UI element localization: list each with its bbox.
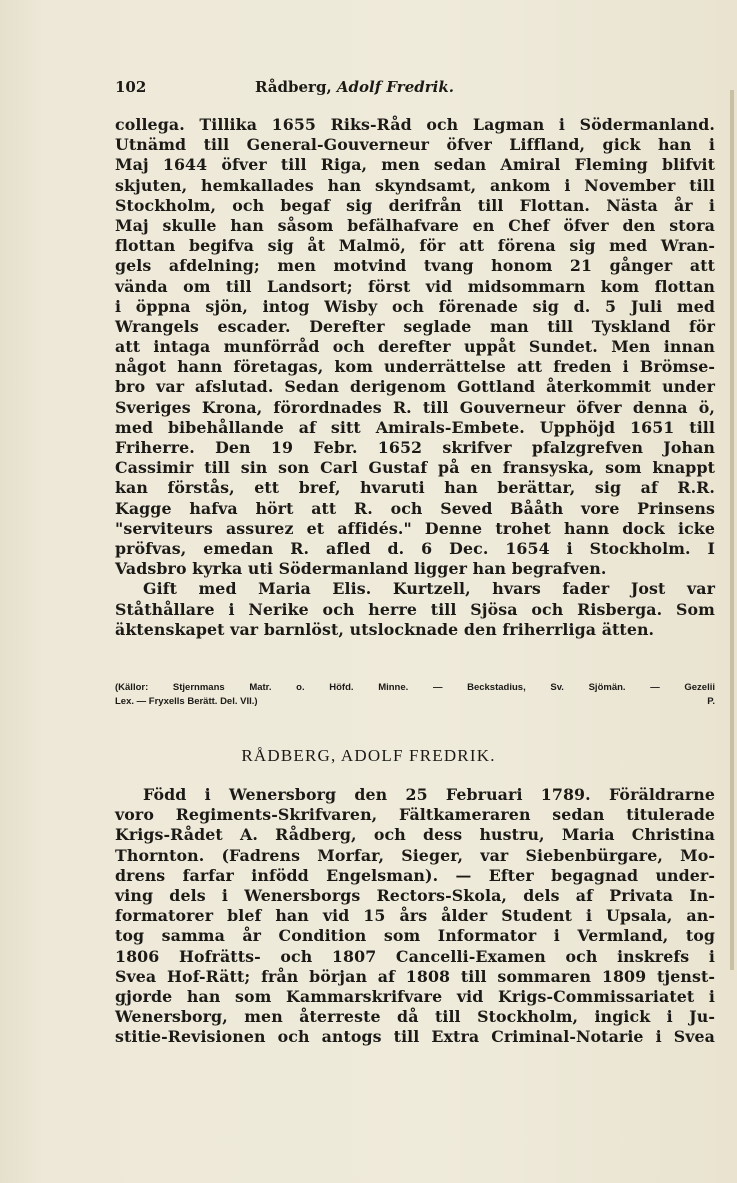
text-line: "serviteurs assurez et affidés." Denne trohet hann dock icke [115,518,715,538]
text-line: Friherre. Den 19 Febr. 1652 skrifver pfalzgrefven Johan [115,438,715,457]
text-line: Stockholm, och begaf sig derifrån till Flottan. Nästa år i [115,195,715,215]
text-line: något hann företagas, kom underrättelse att freden i Brömse- [115,357,715,377]
text-line: voro Regiments-Skrifvaren, Fältkameraren sedan titulerade [115,805,715,825]
text-line: Maj skulle han såsom befälhafvare en Chef öfver den stora [115,215,715,235]
sources-line-end: Lex. — Fryxells Berätt. Del. VII.) [115,696,258,707]
sources-line: (Källor: Stjernmans Matr. o. Höfd. Minne. — Beckstadius, Sv. Sjömän. — Gezelii [115,682,715,693]
body-text-2 [115,785,715,1047]
page-number: 102 [115,78,147,96]
running-head [255,78,454,96]
text-line: Wrangels escader. Derefter seglade man till Tyskland för [115,316,715,336]
text-line: Utnämd till General-Gouverneur öfver Liffland, gick han i [115,135,715,155]
page-edge-shadow [730,90,734,970]
text-line: stitie-Revisionen och antogs till Extra Criminal-Notarie i Svea [115,1027,715,1047]
page-header [115,78,715,102]
running-head-name: Rådberg, [255,78,332,96]
text-line: äktenskapet var barnlöst, utslocknade den friherrliga ätten. [115,619,655,639]
text-line: gjorde han som Kammarskrifvare vid Krigs-Commissariatet i [115,986,715,1006]
text-line: tog samma år Condition som Informator i Vermland, tog [115,926,715,946]
text-line: i öppna sjön, intog Wisby och förenade sig d. 5 Juli med [115,296,715,316]
text-line: med bibehållande af sitt Amirals-Embete. Upphöjd 1651 till [115,417,715,437]
text-line: 1806 Hofrätts- och 1807 Cancelli-Examen och inskrefs i [115,946,715,966]
sources-line [115,695,715,709]
text-line: skjuten, hemkallades han skyndsamt, ankom i November till [115,175,715,195]
text-line: Sveriges Krona, förordnades R. till Gouverneur öfver denna ö, [115,397,715,417]
body-text-1 [115,115,715,640]
section-title: RÅDBERG, ADOLF FREDRIK. [241,746,496,765]
text-line: Thornton. (Fadrens Morfar, Sieger, var Siebenbürgare, Mo- [115,845,715,865]
text-line: Maj 1644 öfver till Riga, men sedan Amiral Fleming blifvit [115,155,715,175]
text-line: Krigs-Rådet A. Rådberg, och dess hustru, Maria Christina [115,825,715,845]
text-line: pröfvas, emedan R. afled d. 6 Dec. 1654 i Stockholm. I [115,538,715,558]
text-line: vända om till Landsort; först vid midsommarn kom flottan [115,276,715,296]
text-line: ving dels i Wenersborgs Rectors-Skola, dels af Privata In- [115,885,715,905]
text-line: kan förstås, ett bref, hvaruti han berättar, sig af R.R. [115,478,715,498]
text-line: flottan begifva sig åt Malmö, för att förena sig med Wran- [115,236,715,256]
text-line: gels afdelning; men motvind tvang honom 21 gånger att [115,256,715,276]
text-line: Född i Wenersborg den 25 Februari 1789. Föräldrarne [143,785,715,804]
text-line: formatorer blef han vid 15 års ålder Student i Upsala, an- [115,906,715,926]
running-head-given: Adolf Fredrik. [336,78,454,96]
text-line: Vadsbro kyrka uti Södermanland ligger han begrafven. [115,559,607,579]
text-line: Gift med Maria Elis. Kurtzell, hvars fader Jost var [143,579,715,599]
author-initial: P. [707,696,715,707]
text-line: collega. Tillika 1655 Riks-Råd och Lagman i Södermanland. [115,115,715,134]
text-line: Wenersborg, men återreste då till Stockholm, ingick i Ju- [115,1007,715,1027]
text-line: Cassimir till sin son Carl Gustaf på en fransyska, som knappt [115,458,715,478]
text-line: Kagge hafva hört att R. och Seved Bååth vore Prinsens [115,498,715,518]
text-line: drens farfar infödd Engelsman). — Efter begagnad under- [115,865,715,885]
text-line: Ståthållare i Nerike och herre till Sjösa och Risberga. Som [115,599,715,619]
text-line: Svea Hof-Rätt; från början af 1808 till sommaren 1809 tjenst- [115,966,715,986]
text-line: bro var afslutad. Sedan derigenom Gottland återkommit under [115,377,715,397]
text-line: att intaga munförråd och derefter uppåt Sundet. Men innan [115,337,715,357]
sources-note [115,681,715,709]
